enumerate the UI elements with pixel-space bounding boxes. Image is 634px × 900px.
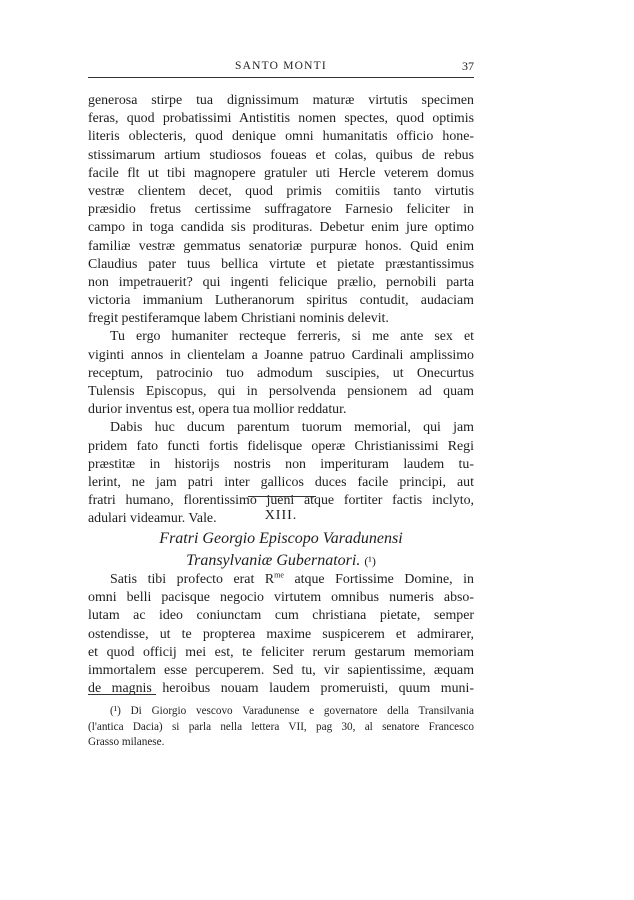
text-fragment: atque Fortissime Domine, in: [283, 572, 474, 587]
heading-line: Transylvaniæ Gubernatori.: [186, 552, 361, 569]
text-line: campo in toga candida sis prodituras. Debetur enim jure optimo: [88, 220, 474, 236]
text-line: adulari videamur. Vale.: [88, 511, 217, 527]
text-line: viginti annos in clientelam a Joanne patruo Cardinali amplissimo: [88, 347, 474, 363]
text-line: feras, quod probatissimi Antistitis nomen spectes, quod optimis: [88, 111, 474, 127]
superscript: me: [274, 571, 284, 580]
text-line: durior inventus est, opera tua mollior reddatur.: [88, 402, 347, 418]
footnote-reference: (¹): [364, 554, 376, 568]
text-line: vestræ clientem decet, quod primis comitiis tanto virtutis: [88, 183, 474, 199]
heading-line-2: [88, 550, 474, 572]
text-line: [88, 571, 474, 589]
text-line: omni belli pacisque negocio virtutem omnibus numeris abso-: [88, 590, 474, 606]
running-header: [88, 58, 474, 78]
section-heading: [88, 528, 474, 572]
section-number: XIII.: [264, 508, 298, 523]
text-line: ostendisse, ut te propterea maxime suspicerem et admirarer,: [88, 626, 474, 642]
text-line: Tulensis Episcopus, qui in persolvenda pensionem ad quam: [88, 384, 474, 399]
text-line: generosa stirpe tua dignissimum maturæ virtutis specimen: [88, 93, 474, 108]
text-line: pridem fato functi fortis fidelisque operæ Christianissimi Regi: [88, 438, 474, 454]
running-title: SANTO MONTI: [235, 60, 327, 72]
footnote-line: (¹) Di Giorgio vescovo Varadunense e governatore della Transilvania: [110, 705, 474, 717]
text-line: receptum, patrocinio tuo admodum suscipies, ut Onecurtus: [88, 365, 474, 381]
footnote: [88, 704, 474, 751]
heading-line: Fratri Georgio Episcopo Varadunensi: [159, 530, 403, 547]
footnote-rule: [88, 694, 156, 695]
text-line: stissimarum artium studiosos foueas et colas, quibus de rebus: [88, 147, 474, 163]
text-line: literis oblecteris, quod denique omni humanitatis officio hone-: [88, 129, 474, 145]
text-line: et quod officij mei est, te feliciter rerum gestarum memoriam: [88, 644, 474, 660]
text-line: præsidio fretus certissime suffragatore Farnesio feliciter in: [88, 202, 474, 218]
text-line: præstitæ in historijs nostris non imperituram laudem tu-: [88, 456, 474, 472]
text-line: familiæ vestræ gemmatus senatoriæ purpuræ honos. Quid enim: [88, 238, 474, 254]
header-rule: [88, 77, 474, 78]
footnote-line: Grasso milanese.: [88, 736, 165, 748]
text-line: fregit pestiferamque labem Christiani nominis delevit.: [88, 311, 389, 327]
text-line: immortalem esse percuperem. Sed tu, vir sapientissime, æquam: [88, 662, 474, 678]
text-line: de magnis heroibus nouam laudem promeruisti, quum muni-: [88, 681, 474, 697]
footnote-line: (l'antica Dacia) si parla nella lettera VII, pag 30, al senatore Francesco: [88, 720, 474, 733]
text-line: Dabis huc ducum parentum tuorum memorial, qui jam: [110, 420, 474, 436]
text-line: victoria immanium Lutheranorum spiritus contudit, audaciam: [88, 293, 474, 309]
text-fragment: Satis tibi profecto erat R: [110, 572, 275, 587]
text-line: Tu ergo humaniter recteque ferreris, si me ante sex et: [110, 329, 474, 345]
text-line: facile flt ut tibi magnopere gratuler uti Hercle veterem domus: [88, 165, 474, 181]
text-line: lerint, ne jam patri inter gallicos duces facile principi, aut: [88, 474, 474, 490]
text-line: non impetrauerit? qui ingenti felicique prælio, pernobili parta: [88, 274, 474, 290]
letter-2-body: [88, 571, 474, 698]
text-line: Claudius pater tuus bellica virtute et pietate præstantissimus: [88, 256, 474, 272]
section-separator: [248, 496, 316, 497]
text-line: fratri humano, florentissimo jueni atque fortiter factis inclyto,: [88, 493, 474, 509]
letter-body: [88, 92, 474, 529]
page-number: 37: [462, 59, 474, 73]
text-line: lutam ac ideo coniunctam cum christiana pietate, semper: [88, 608, 474, 624]
